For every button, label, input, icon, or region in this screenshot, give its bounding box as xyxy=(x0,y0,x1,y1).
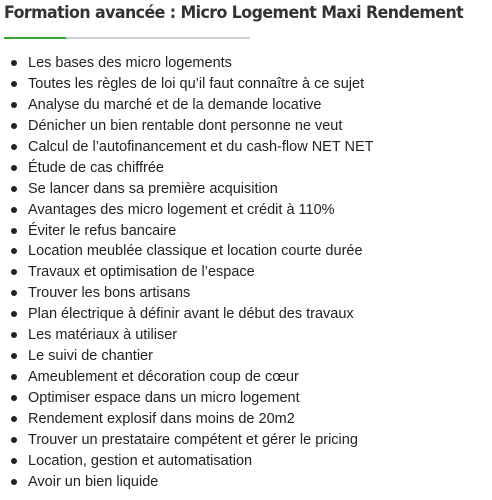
bullet-icon xyxy=(11,228,17,234)
bullet-icon xyxy=(11,332,17,338)
list-item xyxy=(9,241,373,262)
bullet-icon xyxy=(11,353,17,359)
list-item-text: Les matériaux à utiliser xyxy=(28,327,178,344)
list-item xyxy=(9,325,373,346)
title-divider xyxy=(4,37,250,39)
list-item xyxy=(9,74,373,95)
bullet-icon xyxy=(11,81,17,87)
list-item xyxy=(9,451,373,472)
list-item xyxy=(9,367,373,388)
list-item xyxy=(9,221,373,242)
list-item-text: Dénicher un bien rentable dont personne ne veut xyxy=(28,117,343,134)
list-item xyxy=(9,283,373,304)
bullet-icon xyxy=(11,207,17,213)
course-topics-list xyxy=(9,53,373,493)
list-item-text: Les bases des micro logements xyxy=(28,55,232,71)
list-item-text: Location, gestion et automatisation xyxy=(28,452,253,469)
bullet-icon xyxy=(11,144,17,150)
list-item-text: Plan électrique à définir avant le début des travaux xyxy=(28,306,354,323)
bullet-icon xyxy=(11,102,17,108)
bullet-icon xyxy=(11,479,17,485)
list-item-text: Éviter le refus bancaire xyxy=(28,222,177,239)
bullet-icon xyxy=(11,186,17,192)
list-item-text: Avoir un bien liquide xyxy=(28,473,159,490)
list-item-text: Analyse du marché et de la demande locative xyxy=(28,96,322,113)
list-item-text: Se lancer dans sa première acquisition xyxy=(28,180,278,197)
list-item-text: Ameublement et décoration coup de cœur xyxy=(28,369,299,386)
bullet-icon xyxy=(11,60,17,66)
list-item-text: Le suivi de chantier xyxy=(28,348,153,365)
list-item xyxy=(9,472,373,493)
list-item xyxy=(9,53,373,74)
list-item-text: Rendement explosif dans moins de 20m2 xyxy=(28,410,295,427)
bullet-icon xyxy=(11,248,17,254)
bullet-icon xyxy=(11,290,17,296)
list-item xyxy=(9,346,373,367)
list-item xyxy=(9,430,373,451)
list-item-text: Location meublée classique et location courte durée xyxy=(28,243,363,260)
bullet-icon xyxy=(11,416,17,422)
list-item-text: Optimiser espace dans un micro logement xyxy=(28,390,300,406)
bullet-icon xyxy=(11,269,17,275)
page-title: Formation avancée : Micro Logement Maxi Rendement xyxy=(4,3,464,23)
list-item xyxy=(9,116,373,137)
list-item-text: Trouver un prestataire compétent et gérer le pricing xyxy=(28,431,358,448)
list-item xyxy=(9,409,373,430)
list-item-text: Avantages des micro logement et crédit à 110% xyxy=(28,201,335,218)
bullet-icon xyxy=(11,458,17,464)
list-item-text: Travaux et optimisation de l’espace xyxy=(28,264,255,281)
list-item xyxy=(9,200,373,221)
list-item-text: Trouver les bons artisans xyxy=(28,285,191,302)
list-item xyxy=(9,388,373,409)
list-item xyxy=(9,262,373,283)
list-item xyxy=(9,179,373,200)
bullet-icon xyxy=(11,437,17,443)
list-item xyxy=(9,95,373,116)
bullet-icon xyxy=(11,395,17,401)
bullet-icon xyxy=(11,311,17,317)
bullet-icon xyxy=(11,165,17,171)
list-item-text: Toutes les règles de loi qu’il faut connaître à ce sujet xyxy=(28,75,365,92)
list-item xyxy=(9,158,373,179)
list-item xyxy=(9,137,373,158)
list-item-text: Calcul de l’autofinancement et du cash-flow NET NET xyxy=(28,138,374,155)
list-item-text: Étude de cas chiffrée xyxy=(28,159,164,176)
bullet-icon xyxy=(11,123,17,129)
bullet-icon xyxy=(11,374,17,380)
list-item xyxy=(9,304,373,325)
title-divider-accent xyxy=(4,37,66,39)
